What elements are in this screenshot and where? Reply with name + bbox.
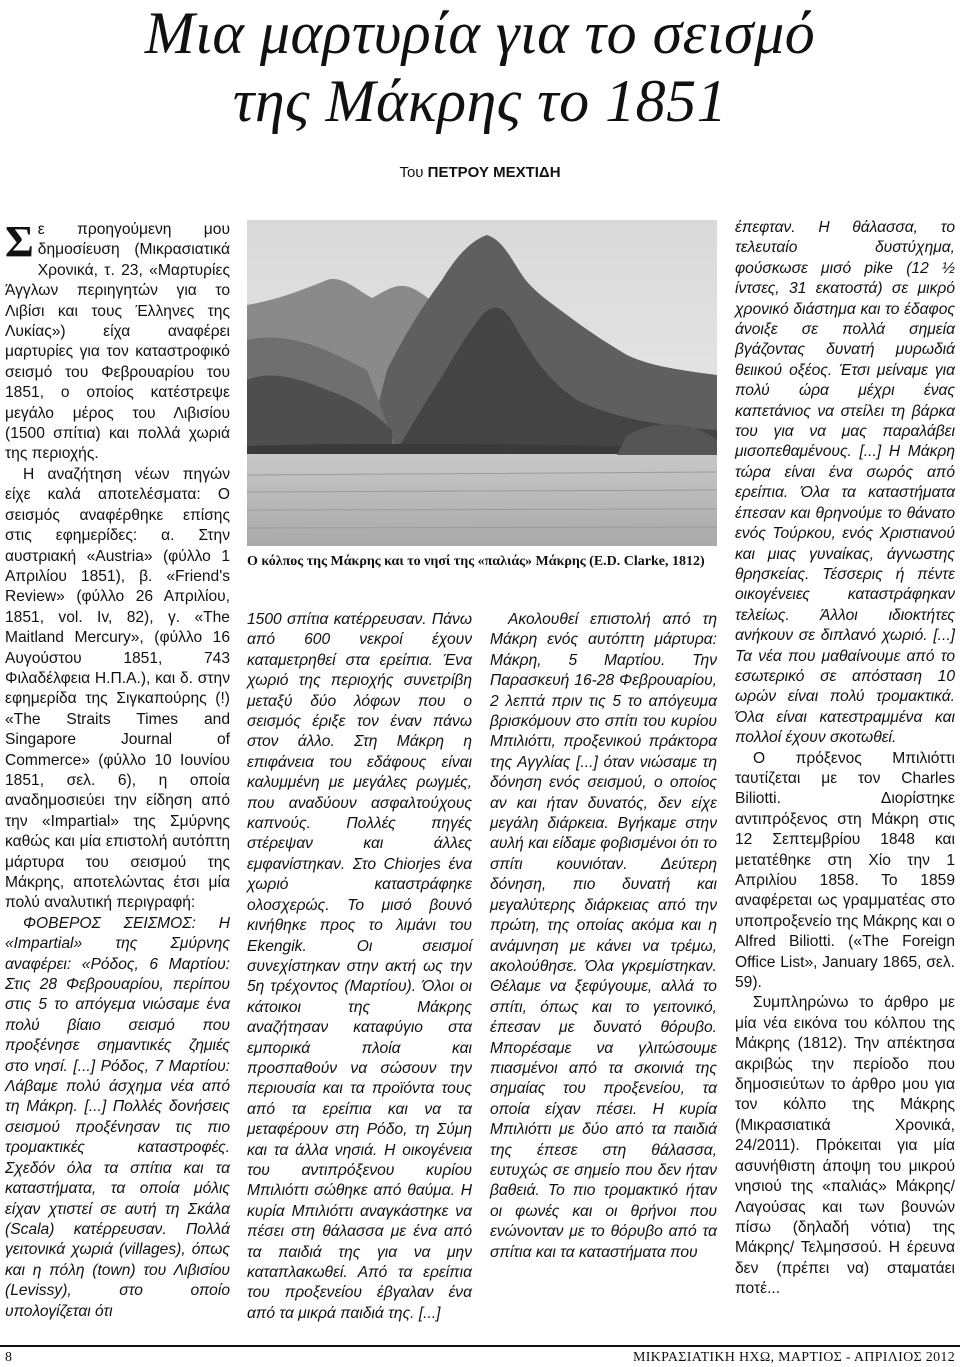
byline (0, 164, 960, 181)
article-column-1 (5, 217, 230, 1322)
article-column-3 (490, 610, 717, 1263)
paragraph-biliotti: Ο πρόξενος Μπιλιόττι ταυτίζεται με τον Charles Biliotti. Διορίστηκε αντιπρόξενος στη Μάκρη στις 12 Σεπτεμβρίου 1848 και μετατέθηκε στη Χίο την 1 Απριλίου 1858. Το 1859 αναφέρεται ως γραμματέας στο υποπροξενείο της Μάκρης και ο Alfred Biliotti. («The Foreign Office List», January 1865, σελ. 59). (735, 749, 955, 992)
paragraph-eyewitness-letter: Ακολουθεί επιστολή από τη Μάκρη ενός αυτόπτη μάρτυρα: Μάκρη, 5 Μαρτίου. Την Παρασκευή 16-28 Φεβρουαρίου, 2 λεπτά πριν τις 5 το απόγευμα βρισκόμουν στο σπίτι του κυρίου Μπιλιόττι, προξενικού πράκτορα της Αγγλίας [...] όταν νιώσαμε τη δόνηση ενός σεισμού, ο οποίος αν και ήταν δυνατός, δεν είχε μεγάλη διάρκεια. Βγήκαμε στην αυλή και είδαμε φοβισμένοι ότι το σπίτι κουνιόταν. Δεύτερη δόνηση, πιο δυνατή και μεγαλύτερης διάρκειας από την πρώτη, της οποίας ακόμα και η ανάμνηση με κάνει να τρέμω, ακολούθησε. Όλα γκρεμίστηκαν. Θέλαμε να ξεφύγουμε, αλλά το σπίτι, όπως και το γειτονικό, έπεσαν με δυνατό θόρυβο. Μπορέσαμε να γλιτώσουμε πιασμένοι από τα σκοινιά της σημαίας του προξενείου, τα οποία είχαν πέσει. Η κυρία Μπιλιόττι με δύο από τα παιδιά της έπεσε στη θάλασσα, ευτυχώς σε σημείο που δεν ήταν βαθειά. Το πιο τρομακτικό ήταν οι φωνές και οι θρήνοι που ενώνονταν με το θόρυβο από τα σπίτια και τα καταστήματα που (490, 611, 717, 1261)
paragraph-sources: Η αναζήτηση νέων πηγών είχε καλά αποτελέσματα: Ο σεισμός αναφέρθηκε επίσης στις εφημερίδες: α. Στην αυστριακή «Austria» (φύλλο 1 Απριλίου 1851), β. «Friend's Review» (φύλλο 26 Απριλίου, 1851, vol. Iv, 82), γ. «The Maitland Mercury», (φύλλο 16 Αυγούστου 1851, 743 Φιλαδέλφεια Η.Π.Α.), και δ. στην εφημερίδα της Σιγκαπούρης (!) «The Straits Times and Singapore Journal of Commerce» (φύλλο 10 Ιουνίου 1851, σελ. 6), η οποία αναδημοσιεύει την είδηση από την «Impartial» της Σμύρνης καθώς και μία επιστολή αυτόπτη μάρτυρα του σεισμού της Μάκρης, αποτελώντας έτσι μία πολύ αναλυτική περιγραφή: (5, 465, 230, 912)
byline-prefix: Του (399, 164, 424, 181)
publication-footer: ΜΙΚΡΑΣΙΑΤΙΚΗ ΗΧΩ, ΜΑΡΤΙΟΣ - ΑΠΡΙΛΙΟΣ 2012 (632, 1350, 955, 1365)
paragraph-quote-impartial: ΦΟΒΕΡΟΣ ΣΕΙΣΜΟΣ: Η «Impartial» της Σμύρνης αναφέρει: «Ρόδος, 6 Μαρτίου: Στις 28 Φεβρουαρίου, περίπου στις 5 το απόγεμα νιώσαμε ένα πολύ βίαιο σεισμό που προξένησε σημαντικές ζημιές στο νησί. [...] Ρόδος, 7 Μαρτίου: Λάβαμε πολύ άσχημα νέα από τη Μάκρη. [...] Πολλές δονήσεις σεισμού προξένησαν τις πιο τρομακτικές καταστροφές. Σχεδόν όλα τα σπίτια και τα καταστήματα, τα οποία μόλις είχαν χτιστεί σε αυτή τη Σκάλα (Scala) κατέρρευσαν. Πολλά γειτονικά χωριά (villages), όπως και η πόλη (town) του Λιβισίου (Levissy), στο οποίο υπολογίζεται ότι (5, 914, 230, 1320)
photo-caption: Ο κόλπος της Μάκρης και το νησί της «παλιάς» Μάκρης (E.D. Clarke, 1812) (247, 554, 705, 569)
paragraph-intro-text: ε προηγούμενη μου δημοσίευση (Μικρασιατικά Χρονικά, τ. 23, «Μαρτυρίες Άγγλων περιηγητών για το Λιβίσι και τους Έλληνες της Λυκίας») είχα αναφέρει μαρτυρίες για τον καταστροφικό σεισμό του Φεβρουαρίου του 1851, ο οποίος κατέστρεψε μεγάλο μέρος του Λιβισίου (1500 σπίτια) και πολλά χωριά της περιοχής. (5, 221, 230, 463)
drop-cap: Σ (5, 217, 34, 266)
headline-line-1: Μια μαρτυρία για το σεισμό (144, 0, 816, 66)
gulf-of-makri-engraving (247, 220, 717, 546)
article-column-4 (735, 218, 955, 1300)
byline-author: ΠΕΤΡΟΥ ΜΕΧΤΙΔΗ (427, 164, 561, 181)
article-column-2 (247, 610, 472, 1324)
paragraph-intro (5, 217, 230, 465)
paragraph-closing: Συμπληρώνω το άρθρο με μία νέα εικόνα του κόλπου της Μάκρης (1812). Την απέκτησα ακριβώς την περίοδο που δημοσιεύτων το άρθρο μου για τον κόλπο της Μάκρης (Μικρασιατικά Χρονικά, 24/2011). Πρόκειται για μία ασυνήθιστη άποψη του μικρού νησιού της «παλιάς» Μάκρης/ Λαγούσας και των βουνών πίσω (δηλαδή νότια) της Μάκρης/ Τελμησσού. Η έρευνα δεν (πρέπει να) σταματάει ποτέ... (735, 994, 955, 1298)
page-number: 8 (5, 1350, 12, 1365)
paragraph-letter-continued: έπεφταν. Η θάλασσα, το τελευταίο δυστύχημα, φούσκωσε μισό pike (12 ½ ίντσες, 31 εκατοστά) σε μικρό χρονικό διάστημα και το έδαφος άνοιξε σε πολλά σημεία βγάζοντας δυνατή μυρωδιά θειικού οξέος. Έτσι μείναμε για πολύ ώρα μέχρι ένας καπετάνιος να στείλει τη βάρκα του για να μας παραλάβει μισοπεθαμένους. [...] Η Μάκρη τώρα είναι ένα σωρός από ερείπια. Όλα τα καταστήματα έπεσαν και θρηνούμε το θάνατο ενός Τούρκου, ενός Χριστιανού και μιας γυναίκας, άγνωστης θρησκείας. Τέσσερις ή πέντε οικογένειες καταστράφηκαν τελείως. Άλλοι ιδιοκτήτες ανήκουν σε διπλανό χωριό. [...] Τα νέα που μαθαίνουμε από το εσωτερικό σε απόσταση 10 ωρών είναι πολύ τρομακτικά. Όλα είναι κατεστραμμένα και πολλοί έχουν σκοτωθεί. (735, 219, 955, 747)
headline-line-2: της Μάκρης το 1851 (232, 68, 728, 134)
paragraph-damage-report: 1500 σπίτια κατέρρευσαν. Πάνω από 600 νεκροί έχουν καταμετρηθεί στα ερείπια. Ένα χωριό της περιοχής συνετρίβη μεταξύ δύο λόφων που ο σεισμός έριξε τον έναν πάνω στον άλλο. Στη Μάκρη η επιφάνεια του εδάφους είναι καλυμμένη με μεγάλες ρωγμές, που αναδύουν ασφαλτούχους καπνούς. Πολλές πηγές στέρεψαν και άλλες εμφανίστηκαν. Στο Chiorjes ένα χωριό καταστράφηκε ολοσχερώς. Το μισό βουνό κινήθηκε προς το λιμάνι του Ekengik. Οι σεισμοί συνεχίστηκαν στην ακτή ως την 5η τρέχοντος (Μαρτίου). Όλοι οι κάτοικοι της Μάκρης αναζήτησαν καταφύγιο στα εμπορικά πλοία και προσπαθούν να σώσουν την περιουσία και τα προϊόντα τους από τα ερείπια και να τα μεταφέρουν στη Ρόδο, τη Σύμη και τα άλλα νησιά. Η οικογένεια του αντιπρόξενου κυρίου Μπιλιόττι σώθηκε από θαύμα. Η κυρία Μπιλιόττι αναγκάστηκε να πέσει στη θάλασσα με ένα από τα παιδιά της για να μην καταπλακωθεί. Από τα ερείπια του προξενείου έβγαλαν ένα από τα μικρά παιδιά της. [...] (247, 611, 472, 1322)
footer-rule (0, 1345, 960, 1347)
